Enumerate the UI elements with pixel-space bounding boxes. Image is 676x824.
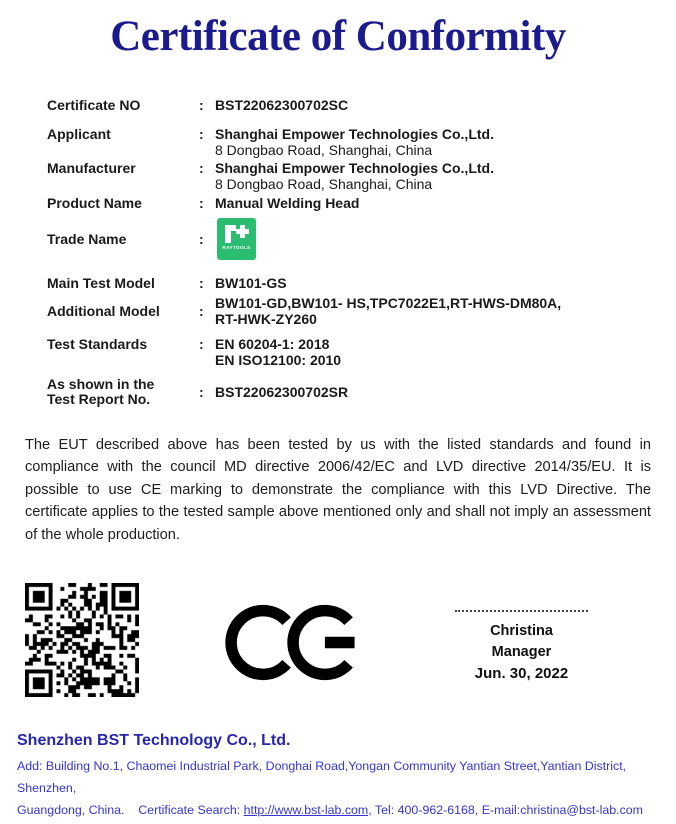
field-value-line2: RT-HWK-ZY260 — [215, 311, 317, 327]
field-colon: : — [199, 97, 204, 113]
field-value-line2: EN ISO12100: 2010 — [215, 352, 342, 368]
field-colon: : — [199, 336, 204, 352]
address-line2-prefix: Guangdong, China. Certificate Search: — [17, 803, 244, 817]
signer-name: Christina — [490, 623, 553, 639]
field-value: Manual Welding Head — [215, 195, 360, 211]
field-value: BW101-GD,BW101- HS,TPC7022E1,RT-HWS-DM80A, — [215, 295, 562, 311]
field-value: EN 60204-1: 2018 — [215, 336, 330, 352]
certificate-fields — [47, 97, 647, 407]
raytools-logo-icon — [217, 218, 256, 260]
field-label-line2: Test Report No. — [47, 391, 151, 407]
field-colon: : — [199, 160, 204, 176]
field-value: BST22062300702SR — [215, 384, 349, 400]
footer — [17, 731, 665, 821]
field-value: Shanghai Empower Technologies Co.,Ltd. — [215, 160, 494, 176]
field-colon: : — [199, 303, 204, 319]
field-row-applicant — [47, 126, 647, 158]
field-label: Additional Model — [47, 303, 160, 319]
address-line2-suffix: Tel: 400-962-6168, E-mail:christina@bst-lab.com — [371, 803, 644, 817]
field-row-manufacturer — [47, 160, 647, 192]
field-row-additional-model — [47, 295, 647, 327]
certificate-title: Certificate of Conformity — [110, 13, 566, 60]
field-colon: : — [199, 275, 204, 291]
issuer-address-line2 — [17, 799, 665, 821]
field-colon: : — [199, 384, 204, 400]
field-label: Trade Name — [47, 231, 127, 247]
field-value: Shanghai Empower Technologies Co.,Ltd. — [215, 126, 494, 142]
ce-marking-icon — [224, 596, 359, 689]
field-colon: : — [199, 195, 204, 211]
signature-block — [455, 610, 588, 684]
qr-code — [25, 583, 139, 697]
field-row-trade-name — [47, 218, 647, 260]
field-value-line2: 8 Dongbao Road, Shanghai, China — [215, 176, 433, 192]
compliance-statement: The EUT described above has been tested by us with the listed standards and found in compliance with the council MD directive 2006/42/EC and LVD directive 2014/35/EU. It is possible to use CE marking to demonstrate the compliance with this LVD Directive. The certificate applies to the tested sample above mentioned only and shall not imply an assessment of the whole production. — [25, 437, 651, 543]
field-value-line2: 8 Dongbao Road, Shanghai, China — [215, 142, 433, 158]
field-colon: : — [199, 231, 204, 247]
field-label: As shown in the — [47, 376, 155, 392]
field-label: Applicant — [47, 126, 111, 142]
raytools-brand-label: RAYTOOLS — [222, 245, 251, 250]
field-colon: : — [199, 126, 204, 142]
field-row-test-report-no — [47, 377, 647, 407]
field-row-certificate-no — [47, 97, 647, 113]
field-label: Certificate NO — [47, 97, 141, 113]
field-value: BW101-GS — [215, 275, 287, 291]
field-label: Product Name — [47, 195, 142, 211]
field-row-main-test-model — [47, 275, 647, 291]
signature-dotted-line — [455, 610, 588, 612]
field-label: Main Test Model — [47, 275, 155, 291]
signer-role: Manager — [491, 644, 552, 660]
issuer-company-name: Shenzhen BST Technology Co., Ltd. — [17, 732, 291, 749]
field-row-product-name — [47, 195, 647, 211]
field-row-test-standards — [47, 336, 647, 368]
signature-date: Jun. 30, 2022 — [474, 665, 569, 682]
field-value: BST22062300702SC — [215, 97, 349, 113]
certificate-search-link[interactable]: http://www.bst-lab.com, — [243, 803, 372, 817]
issuer-address-line1: Add: Building No.1, Chaomei Industrial Park, Donghai Road,Yongan Community Yantian Street,Yantian District, Shenzhen, — [17, 759, 630, 795]
field-label: Test Standards — [47, 336, 148, 352]
field-label: Manufacturer — [47, 160, 136, 176]
